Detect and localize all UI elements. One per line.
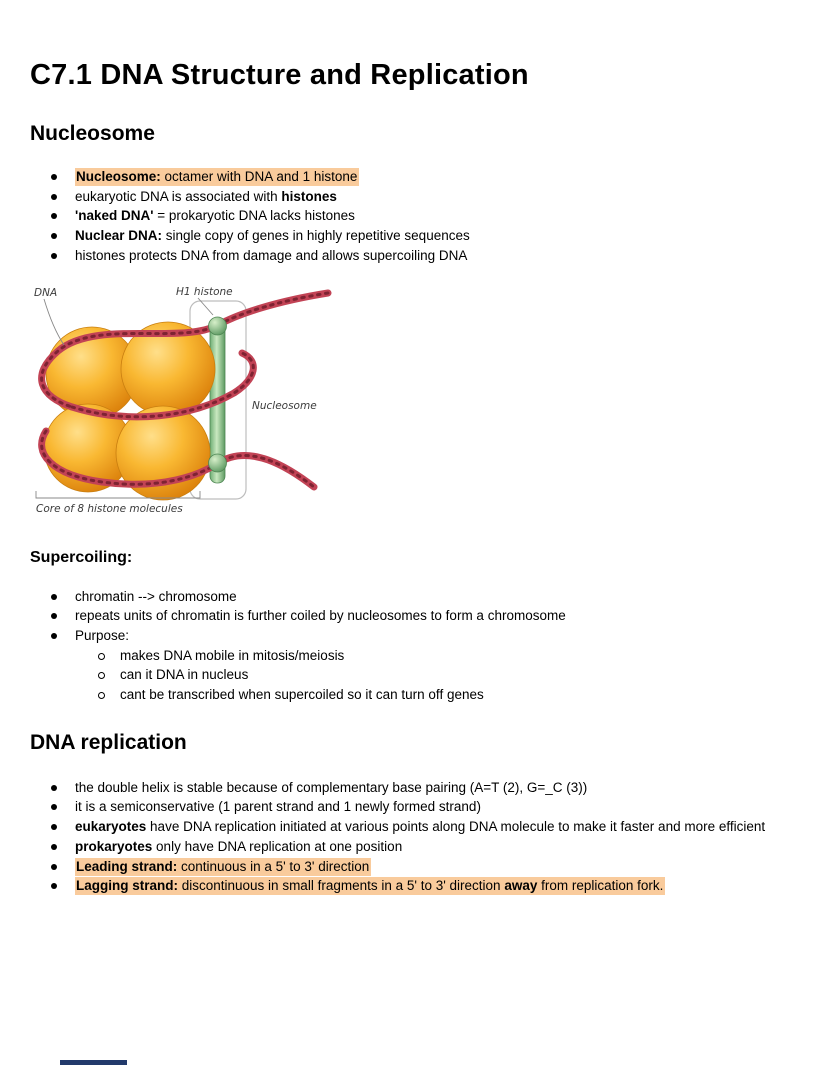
list-item — [30, 167, 798, 187]
page-title: C7.1 DNA Structure and Replication — [30, 59, 529, 91]
bold-term: Nucleosome: — [76, 169, 161, 184]
heading-supercoiling: Supercoiling: — [30, 548, 133, 566]
item-text: histones protects DNA from damage and allows supercoiling DNA — [75, 247, 468, 263]
diagram-label-nucleosome: Nucleosome — [252, 399, 317, 412]
nucleosome-list — [30, 167, 798, 266]
item-text: Purpose: — [75, 627, 130, 643]
item-text: octamer with DNA and 1 histone — [160, 169, 358, 184]
bullet-dot-icon — [51, 844, 57, 850]
bold-term: Leading strand: — [76, 858, 178, 874]
bullet-dot-icon — [51, 253, 57, 259]
bullet-dot-icon — [51, 824, 57, 830]
replication-list — [30, 778, 798, 896]
bullet-dot-icon — [51, 594, 57, 600]
next-image-top-edge — [60, 1060, 127, 1065]
item-text: = prokaryotic DNA lacks histones — [153, 208, 355, 224]
item-text: chromatin --> chromosome — [75, 588, 237, 604]
item-text: the double helix is stable because of complementary base pairing (A=T (2), G=_C (3)) — [75, 779, 588, 795]
bold-term: eukaryotes — [75, 819, 147, 835]
item-text: eukaryotic DNA is associated with — [75, 188, 282, 204]
bullet-dot-icon — [51, 613, 57, 619]
diagram-label-h1-histone: H1 histone — [176, 285, 233, 298]
highlighted-text — [75, 858, 371, 876]
list-item — [30, 606, 798, 626]
list-item — [30, 626, 798, 646]
item-text: discontinuous in small fragments in a 5' to 3' direction — [178, 878, 505, 894]
bullet-circle-icon — [98, 653, 105, 660]
bullet-circle-icon — [98, 672, 105, 679]
item-text: only have DNA replication at one position — [152, 838, 403, 854]
item-text: have DNA replication initiated at various points along DNA molecule to make it faster and more efficient — [146, 819, 766, 835]
bold-term: Lagging strand: — [76, 878, 178, 894]
bold-term: prokaryotes — [75, 838, 153, 854]
item-text: makes DNA mobile in mitosis/meiosis — [120, 647, 345, 663]
list-item — [30, 857, 798, 877]
sub-list-item — [30, 685, 798, 705]
item-text: from replication fork. — [537, 878, 664, 894]
bold-term: away — [504, 878, 538, 894]
item-text: continuous in a 5' to 3' direction — [177, 858, 370, 874]
list-item — [30, 246, 798, 266]
bullet-dot-icon — [51, 785, 57, 791]
list-item — [30, 587, 798, 607]
diagram-label-dna: DNA — [34, 286, 58, 299]
bullet-dot-icon — [51, 883, 57, 889]
diagram-label-core: Core of 8 histone molecules — [36, 502, 183, 515]
list-item — [30, 206, 798, 226]
list-item — [30, 837, 798, 857]
document-content — [30, 0, 798, 896]
supercoiling-list — [30, 587, 798, 705]
item-text: repeats units of chromatin is further coiled by nucleosomes to form a chromosome — [75, 608, 566, 624]
bullet-dot-icon — [51, 864, 57, 870]
sub-list-item — [30, 646, 798, 666]
bold-term: histones — [281, 188, 337, 204]
list-item — [30, 817, 798, 837]
item-text: can it DNA in nucleus — [120, 667, 249, 683]
nucleosome-diagram — [30, 285, 370, 517]
heading-nucleosome: Nucleosome — [30, 122, 155, 145]
bullet-dot-icon — [51, 174, 57, 180]
bullet-dot-icon — [51, 194, 57, 200]
sub-list-item — [30, 665, 798, 685]
item-text: single copy of genes in highly repetitive sequences — [162, 228, 470, 244]
item-text: it is a semiconservative (1 parent strand and 1 newly formed strand) — [75, 799, 481, 815]
list-item — [30, 876, 798, 896]
list-item — [30, 226, 798, 246]
bullet-circle-icon — [98, 692, 105, 699]
bullet-dot-icon — [51, 804, 57, 810]
highlighted-text — [75, 877, 665, 895]
bold-term: 'naked DNA' — [75, 208, 154, 224]
heading-dna-replication: DNA replication — [30, 730, 187, 754]
list-item — [30, 187, 798, 207]
bullet-dot-icon — [51, 233, 57, 239]
bold-term: Nuclear DNA: — [75, 228, 163, 244]
nucleosome-figure — [30, 285, 798, 517]
list-item — [30, 778, 798, 798]
list-item — [30, 797, 798, 817]
highlighted-text — [75, 168, 359, 186]
bullet-dot-icon — [51, 633, 57, 639]
item-text: cant be transcribed when supercoiled so it can turn off genes — [120, 687, 484, 703]
bullet-dot-icon — [51, 213, 57, 219]
